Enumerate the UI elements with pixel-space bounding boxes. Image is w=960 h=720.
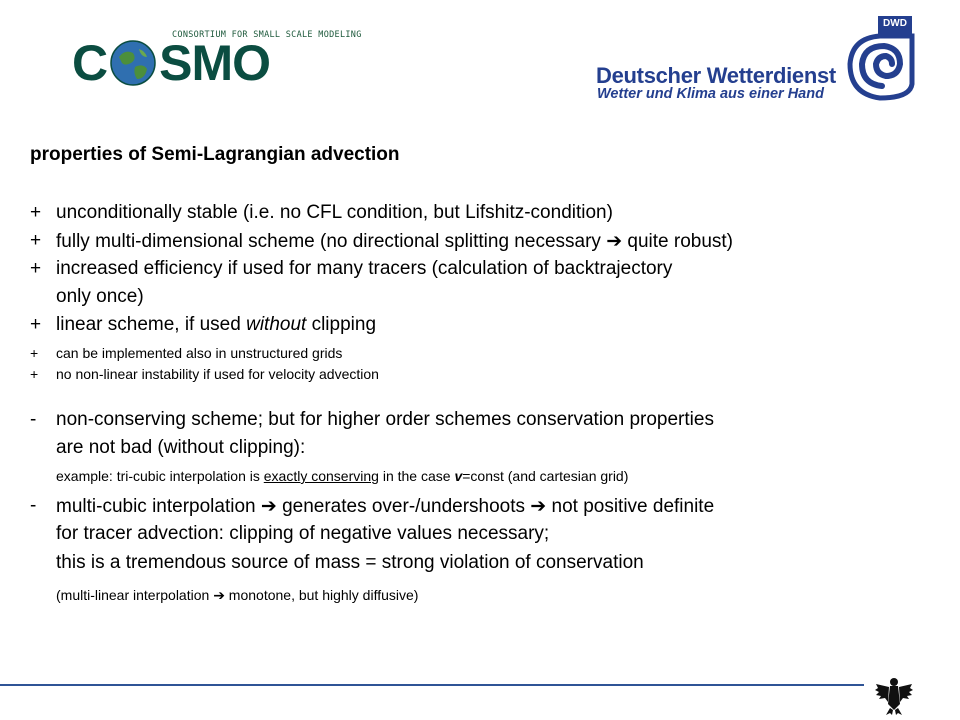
- minus-mark: -: [30, 495, 37, 516]
- cosmo-letter-c: C: [72, 35, 108, 91]
- emphasis: without: [246, 314, 307, 335]
- arrow-right-icon: ➔: [606, 230, 623, 252]
- arrow-right-icon: ➔: [530, 495, 547, 517]
- con-text: multi-cubic interpolation ➔ generates over-/undershoots ➔ not positive definite: [56, 495, 715, 517]
- pro-text: can be implemented also in unstructured grids: [56, 345, 343, 361]
- plus-mark: +: [30, 345, 39, 361]
- pro-continuation: only once): [56, 286, 144, 307]
- dwd-title: Deutscher Wetterdienst: [596, 63, 836, 88]
- pro-item: [30, 230, 733, 253]
- pro-item: [30, 314, 376, 336]
- minus-mark: -: [30, 409, 37, 430]
- plus-mark: +: [30, 258, 42, 279]
- slide-heading: properties of Semi-Lagrangian advection: [30, 144, 400, 165]
- globe-icon: [109, 39, 157, 87]
- con-text: non-conserving scheme; but for higher order schemes conservation properties: [56, 409, 714, 430]
- cosmo-tagline: CONSORTIUM FOR SMALL SCALE MODELING: [172, 30, 362, 40]
- plus-mark: +: [30, 314, 42, 335]
- footer-divider: [0, 684, 864, 686]
- con-continuation: are not bad (without clipping):: [56, 437, 306, 458]
- plus-mark: +: [30, 366, 39, 382]
- example-line: example: tri-cubic interpolation is exactly conserving in the case v=const (and cartesian grid): [56, 468, 629, 484]
- cosmo-letters-smo: SMO: [159, 35, 271, 91]
- underlined-text: exactly conserving: [263, 468, 379, 484]
- pro-text: no non-linear instability if used for velocity advection: [56, 366, 379, 382]
- velocity-symbol: v: [454, 468, 463, 484]
- con-continuation: this is a tremendous source of mass = strong violation of conservation: [56, 552, 644, 573]
- con-continuation: for tracer advection: clipping of negative values necessary;: [56, 523, 550, 544]
- federal-eagle-icon: [874, 674, 914, 716]
- pro-text: unconditionally stable (i.e. no CFL condition, but Lifshitz-condition): [56, 202, 613, 223]
- plus-mark: +: [30, 202, 42, 223]
- pro-item: [30, 345, 342, 361]
- arrow-right-icon: ➔: [213, 588, 225, 604]
- note-line: (multi-linear interpolation ➔ monotone, but highly diffusive): [56, 587, 419, 604]
- pro-item: [30, 202, 613, 224]
- pro-text: linear scheme, if used without clipping: [56, 314, 377, 335]
- cosmo-wordmark: [72, 35, 271, 91]
- arrow-right-icon: ➔: [260, 495, 277, 517]
- dwd-badge: DWD: [878, 16, 912, 31]
- plus-mark: +: [30, 230, 42, 251]
- con-item: [30, 409, 714, 431]
- pro-text: increased efficiency if used for many tracers (calculation of backtrajectory: [56, 258, 673, 279]
- pro-item: [30, 258, 672, 280]
- pro-text: fully multi-dimensional scheme (no directional splitting necessary ➔ quite robust): [56, 230, 734, 252]
- dwd-subtitle: Wetter und Klima aus einer Hand: [597, 86, 824, 102]
- pro-item: [30, 366, 379, 382]
- con-item: [30, 495, 714, 518]
